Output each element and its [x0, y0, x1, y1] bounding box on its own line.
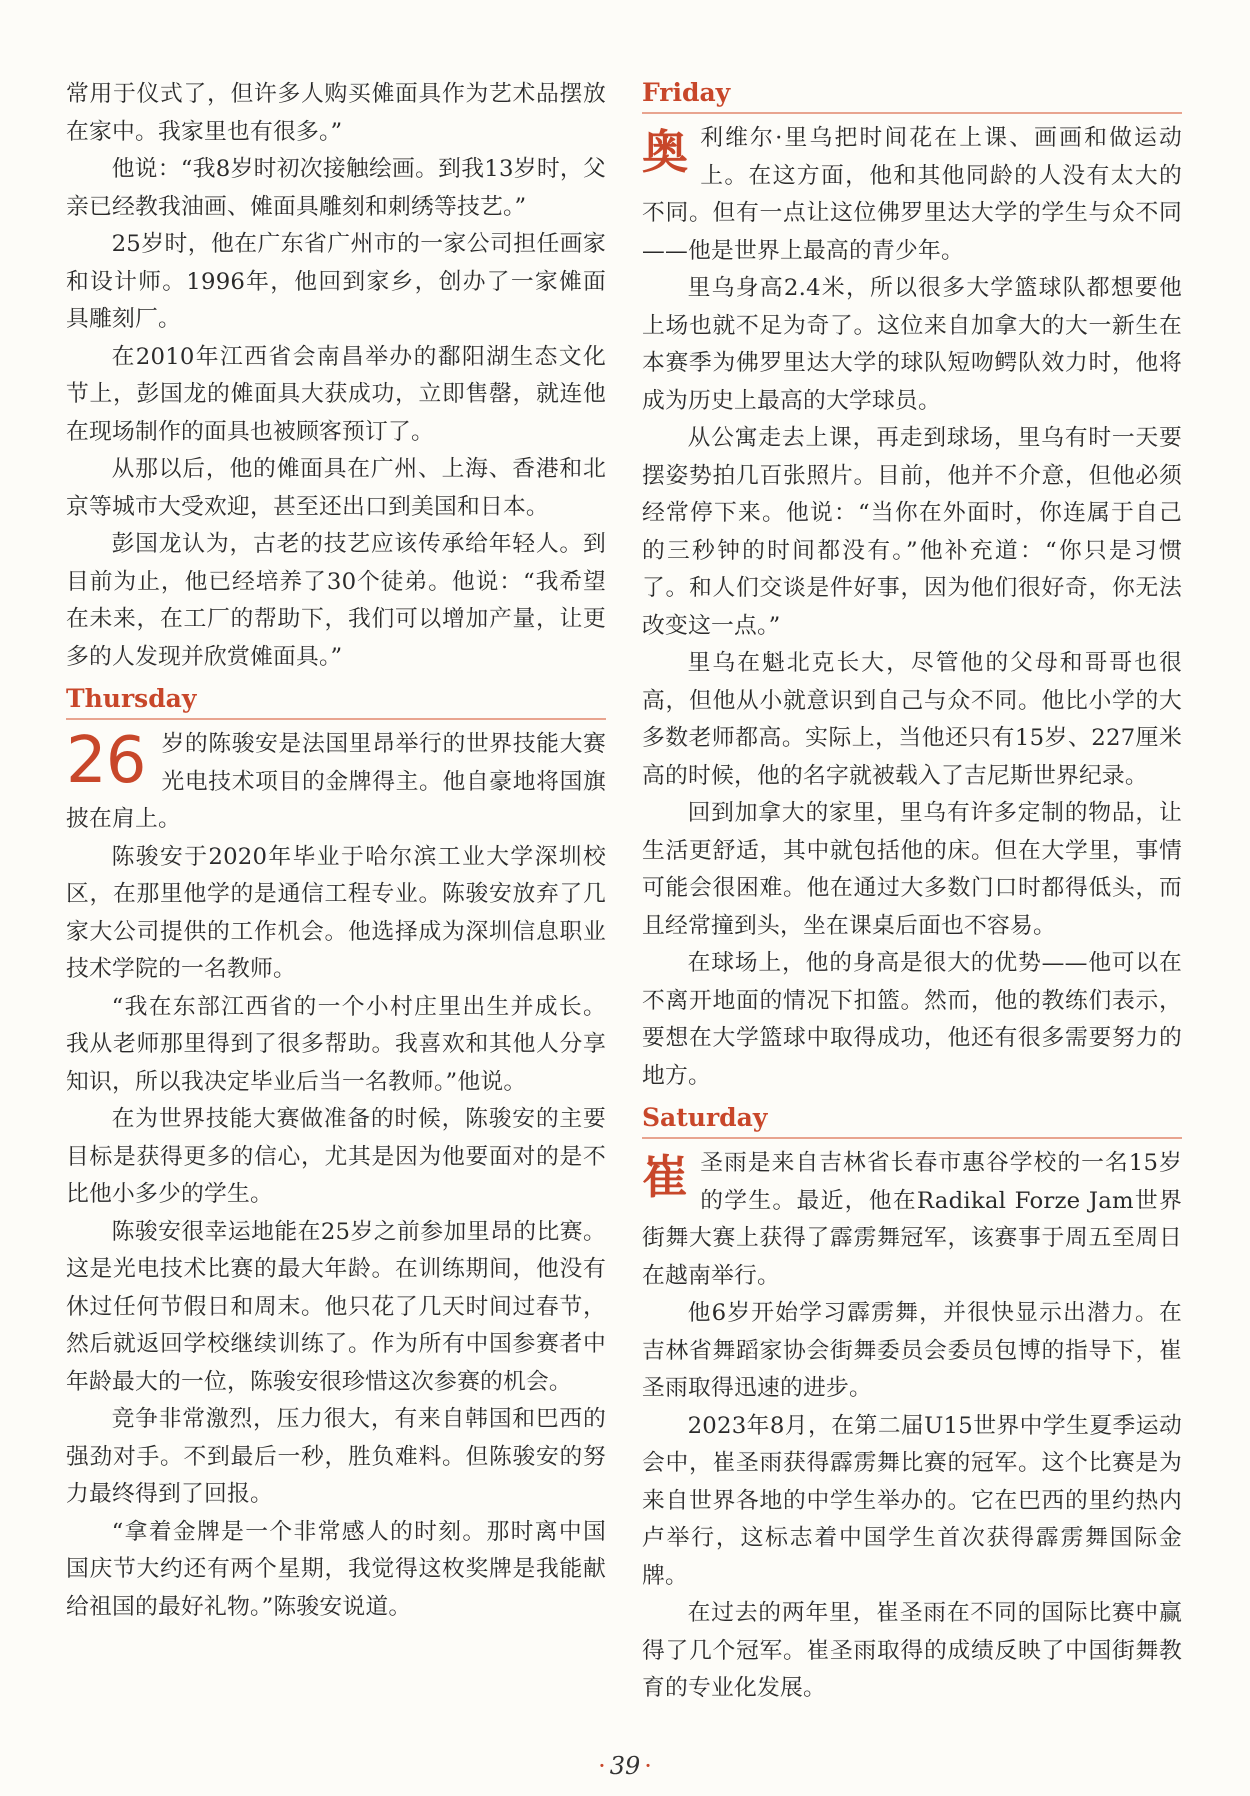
thursday-heading-text: Thursday: [66, 684, 197, 713]
saturday-lead-text: 圣雨是来自吉林省长春市惠谷学校的一名15岁的学生。最近，他在Radikal Forze Jam世界街舞大赛上获得了霹雳舞冠军，该赛事于周五至周日在越南举行。: [642, 1150, 1182, 1289]
thursday-lead-text: 岁的陈骏安是法国里昂举行的世界技能大赛光电技术项目的金牌得主。他自豪地将国旗披在肩上。: [66, 731, 606, 832]
thursday-paragraph: 竞争非常激烈，压力很大，有来自韩国和巴西的强劲对手。不到最后一秒，胜负难料。但陈骏安的努力最终得到了回报。: [66, 1406, 606, 1507]
saturday-drop-cap: 崔: [642, 1150, 689, 1204]
thursday-lead-paragraph: [66, 726, 606, 839]
heading-rule: [642, 112, 1182, 114]
friday-paragraph: 里乌在魁北克长大，尽管他的父母和哥哥也很高，但他从小就意识到自己与众不同。他比小学的大多数老师都高。实际上，当他还只有15岁、227厘米高的时候，他的名字就被载入了吉尼斯世界纪录。: [642, 650, 1182, 789]
lead-number: 26: [66, 724, 146, 798]
friday-lead-paragraph: [642, 120, 1182, 270]
page-number: [0, 1752, 1250, 1780]
intro-paragraph: 彭国龙认为，古老的技艺应该传承给年轻人。到目前为止，他已经培养了30个徒弟。他说：“我希望在未来，在工厂的帮助下，我们可以增加产量，让更多的人发现并欣赏傩面具。”: [66, 531, 606, 670]
thursday-paragraph: 陈骏安于2020年毕业于哈尔滨工业大学深圳校区，在那里他学的是通信工程专业。陈骏安放弃了几家大公司提供的工作机会。他选择成为深圳信息职业技术学院的一名教师。: [66, 843, 606, 982]
friday-paragraph: 回到加拿大的家里，里乌有许多定制的物品，让生活更舒适，其中就包括他的床。但在大学里，事情可能会很困难。他在通过大多数门口时都得低头，而且经常撞到头，坐在课桌后面也不容易。: [642, 800, 1182, 939]
intro-paragraph: 在2010年江西省会南昌举办的鄱阳湖生态文化节上，彭国龙的傩面具大获成功，立即售罄，就连他在现场制作的面具也被顾客预订了。: [66, 343, 606, 445]
intro-paragraph: 从那以后，他的傩面具在广州、上海、香港和北京等城市大受欢迎，甚至还出口到美国和日本。: [66, 456, 606, 520]
right-column: [642, 76, 1182, 1708]
intro-paragraph: 他说：“我8岁时初次接触绘画。到我13岁时，父亲已经教我油画、傩面具雕刻和刺绣等技艺。”: [66, 156, 606, 220]
heading-rule: [642, 1137, 1182, 1139]
saturday-paragraph: 2023年8月，在第二届U15世界中学生夏季运动会中，崔圣雨获得霹雳舞比赛的冠军。这个比赛是为来自世界各地的中学生举办的。它在巴西的里约热内卢举行，这标志着中国学生首次获得霹雳舞国际金牌。: [642, 1412, 1182, 1589]
thursday-paragraph: “拿着金牌是一个非常感人的时刻。那时离中国国庆节大约还有两个星期，我觉得这枚奖牌是我能献给祖国的最好礼物。”陈骏安说道。: [66, 1518, 606, 1620]
friday-paragraph: 里乌身高2.4米，所以很多大学篮球队都想要他上场也就不足为奇了。这位来自加拿大的大一新生在本赛季为佛罗里达大学的球队短吻鳄队效力时，他将成为历史上最高的大学球员。: [642, 275, 1182, 414]
saturday-paragraph: 他6岁开始学习霹雳舞，并很快显示出潜力。在吉林省舞蹈家协会街舞委员会委员包博的指导下，崔圣雨取得迅速的进步。: [642, 1300, 1182, 1401]
saturday-heading: [642, 1101, 1182, 1139]
friday-drop-cap: 奥: [642, 125, 689, 179]
saturday-heading-text: Saturday: [642, 1103, 768, 1132]
left-column: [66, 76, 606, 1626]
saturday-paragraph: 在过去的两年里，崔圣雨在不同的国际比赛中赢得了几个冠军。崔圣雨取得的成绩反映了中国街舞教育的专业化发展。: [642, 1600, 1182, 1701]
friday-lead-text: 利维尔·里乌把时间花在上课、画画和做运动上。在这方面，他和其他同龄的人没有太大的不同。但有一点让这位佛罗里达大学的学生与众不同——他是世界上最高的青少年。: [642, 125, 1182, 264]
intro-paragraph: 25岁时，他在广东省广州市的一家公司担任画家和设计师。1996年，他回到家乡，创办了一家傩面具雕刻厂。: [66, 231, 606, 332]
page-number-text: 39: [609, 1752, 641, 1780]
saturday-lead-paragraph: [642, 1145, 1182, 1295]
page-number-dot: ·: [644, 1752, 652, 1780]
thursday-heading: [66, 682, 606, 720]
friday-paragraph: 在球场上，他的身高是很大的优势——他可以在不离开地面的情况下扣篮。然而，他的教练们表示，要想在大学篮球中取得成功，他还有很多需要努力的地方。: [642, 950, 1182, 1089]
thursday-paragraph: “我在东部江西省的一个小村庄里出生并成长。我从老师那里得到了很多帮助。我喜欢和其他人分享知识，所以我决定毕业后当一名教师。”他说。: [66, 993, 606, 1095]
thursday-paragraph: 在为世界技能大赛做准备的时候，陈骏安的主要目标是获得更多的信心，尤其是因为他要面对的是不比他小多少的学生。: [66, 1106, 606, 1207]
friday-paragraph: 从公寓走去上课，再走到球场，里乌有时一天要摆姿势拍几百张照片。目前，他并不介意，但他必须经常停下来。他说：“当你在外面时，你连属于自己的三秒钟的时间都没有。”他补充道：“你只是习惯了。和人们交谈是件好事，因为他们很好奇，你无法改变这一点。”: [642, 425, 1182, 639]
heading-rule: [66, 718, 606, 720]
thursday-paragraph: 陈骏安很幸运地能在25岁之前参加里昂的比赛。这是光电技术比赛的最大年龄。在训练期间，他没有休过任何节假日和周末。他只花了几天时间过春节，然后就返回学校继续训练了。作为所有中国参赛者中年龄最大的一位，陈骏安很珍惜这次参赛的机会。: [66, 1218, 606, 1395]
friday-heading-text: Friday: [642, 78, 731, 107]
intro-paragraph: 常用于仪式了，但许多人购买傩面具作为艺术品摆放在家中。我家里也有很多。”: [66, 81, 606, 145]
friday-heading: [642, 76, 1182, 114]
page-number-dot: ·: [598, 1752, 606, 1780]
